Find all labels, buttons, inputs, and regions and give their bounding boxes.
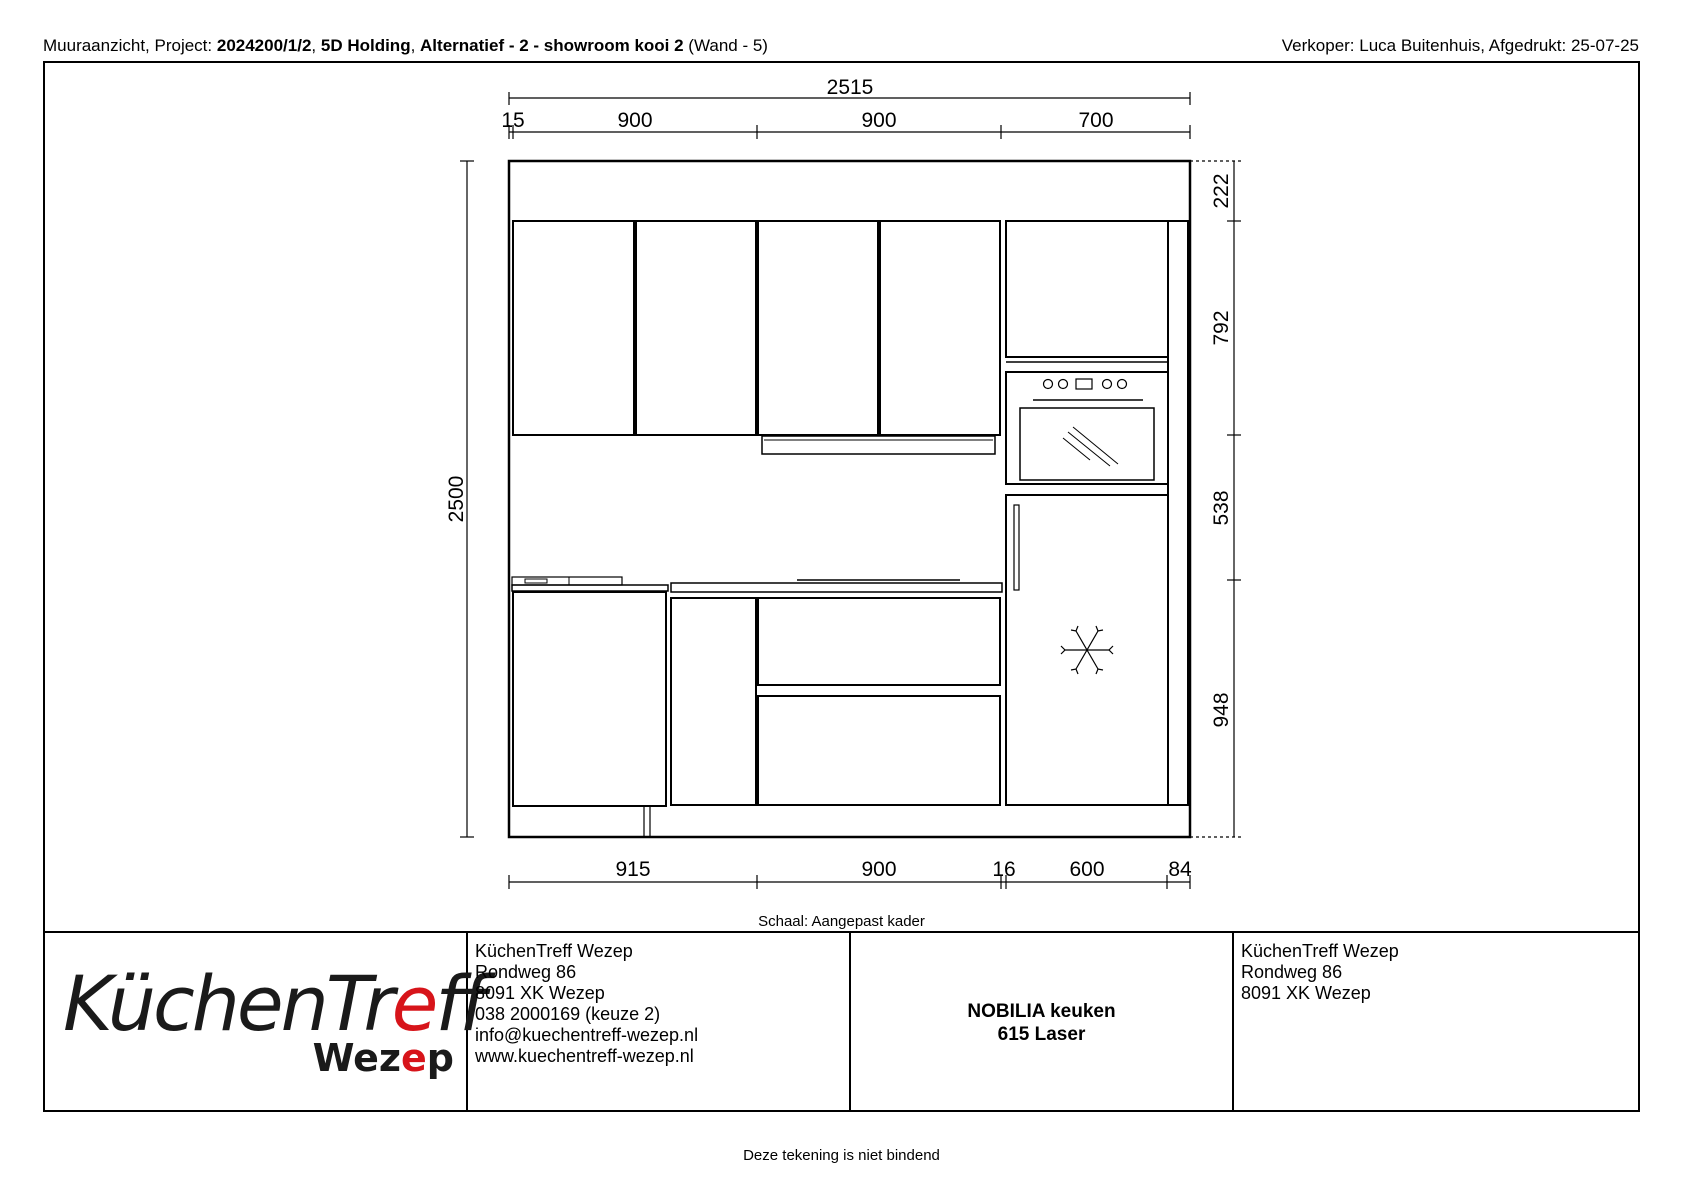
drawer-top: [758, 598, 1000, 685]
dealer-street: Rondweg 86: [475, 962, 577, 982]
dealer-city: 8091 XK Wezep: [475, 983, 605, 1003]
side-panel: [1168, 221, 1188, 805]
header-separator: ,: [410, 36, 421, 55]
client-name: 5D Holding: [320, 36, 411, 55]
dim-total-height: 2500: [445, 475, 468, 523]
worktop-right: [671, 583, 1002, 592]
wall-label: (Wand - 5): [683, 36, 768, 55]
disclaimer: Deze tekening is niet bindend: [743, 1147, 940, 1164]
dim-top: 15: [501, 109, 525, 132]
dealer-website: www.kuechentreff-wezep.nl: [475, 1046, 694, 1066]
customer-city: 8091 XK Wezep: [1241, 983, 1371, 1003]
base-door: [671, 598, 756, 805]
product-model: 615 Laser: [997, 1023, 1086, 1045]
customer-street: Rondweg 86: [1241, 962, 1343, 982]
dim-top: 900: [617, 109, 653, 132]
oven-knob: [1044, 380, 1053, 389]
oven-glass-reflection: [1063, 427, 1118, 466]
product-brand: NOBILIA keuken: [967, 1000, 1116, 1022]
dealer-address: [468, 933, 851, 1112]
title-block: [43, 931, 1640, 1112]
logo-location: Wezep: [312, 1036, 454, 1080]
tall-unit: [1006, 221, 1188, 805]
upper-cabinets: [513, 221, 1000, 435]
header-prefix: Muuraanzicht, Project:: [43, 36, 217, 55]
fridge-handle: [1014, 505, 1019, 590]
dealer-email: info@kuechentreff-wezep.nl: [475, 1025, 699, 1045]
worktop-left: [512, 585, 668, 591]
freezer-snowflake-icon: [1061, 626, 1113, 674]
customer-address: [1234, 933, 1640, 1112]
base-cabinets: [513, 592, 1000, 806]
oven-display: [1076, 379, 1092, 389]
wall-outline: [509, 161, 1190, 837]
dealer-phone: 038 2000169 (keuze 2): [475, 1004, 661, 1024]
dimension-lines: [460, 92, 1241, 889]
dim-right: 948: [1210, 692, 1233, 728]
oven-knob: [1059, 380, 1068, 389]
extractor-hood: [762, 436, 995, 454]
dim-bottom: 84: [1168, 858, 1192, 881]
sink: [512, 577, 622, 585]
dim-bottom: 900: [861, 858, 897, 881]
oven-knob: [1103, 380, 1112, 389]
header-separator: ,: [311, 36, 321, 55]
alternative-name: Alternatief - 2 - showroom kooi 2: [420, 36, 684, 55]
kuechentreff-logo: KüchenTreff: [63, 959, 483, 1048]
countertop: [512, 577, 1002, 592]
dim-right: 792: [1210, 310, 1233, 346]
oven-knob: [1118, 380, 1127, 389]
upper-door: [880, 221, 1000, 435]
dim-bottom: 600: [1069, 858, 1105, 881]
drawing-header-right: Verkoper: Luca Buitenhuis, Afgedrukt: 25-07-25: [1281, 36, 1639, 55]
dealer-name: KüchenTreff Wezep: [475, 941, 633, 961]
dim-bottom: 915: [615, 858, 651, 881]
upper-door: [636, 221, 756, 435]
base-door-left: [513, 592, 666, 806]
oven-controls: [1044, 379, 1127, 389]
dim-right: 538: [1210, 490, 1233, 526]
product-info: [851, 933, 1234, 1112]
tall-upper-door: [1006, 221, 1168, 357]
drawer-bottom: [758, 696, 1000, 805]
dim-total-width: 2515: [826, 76, 874, 99]
project-number: 2024200/1/2: [216, 36, 312, 55]
dim-top: 900: [861, 109, 897, 132]
logo-cell: [43, 933, 483, 1112]
dim-bottom: 16: [992, 858, 1016, 881]
upper-door: [758, 221, 878, 435]
customer-name: KüchenTreff Wezep: [1241, 941, 1399, 961]
dim-top: 700: [1078, 109, 1114, 132]
dim-right: 222: [1210, 173, 1233, 209]
scale-label: Schaal: Aangepast kader: [758, 913, 925, 930]
oven-window: [1020, 408, 1154, 480]
upper-door: [513, 221, 634, 435]
